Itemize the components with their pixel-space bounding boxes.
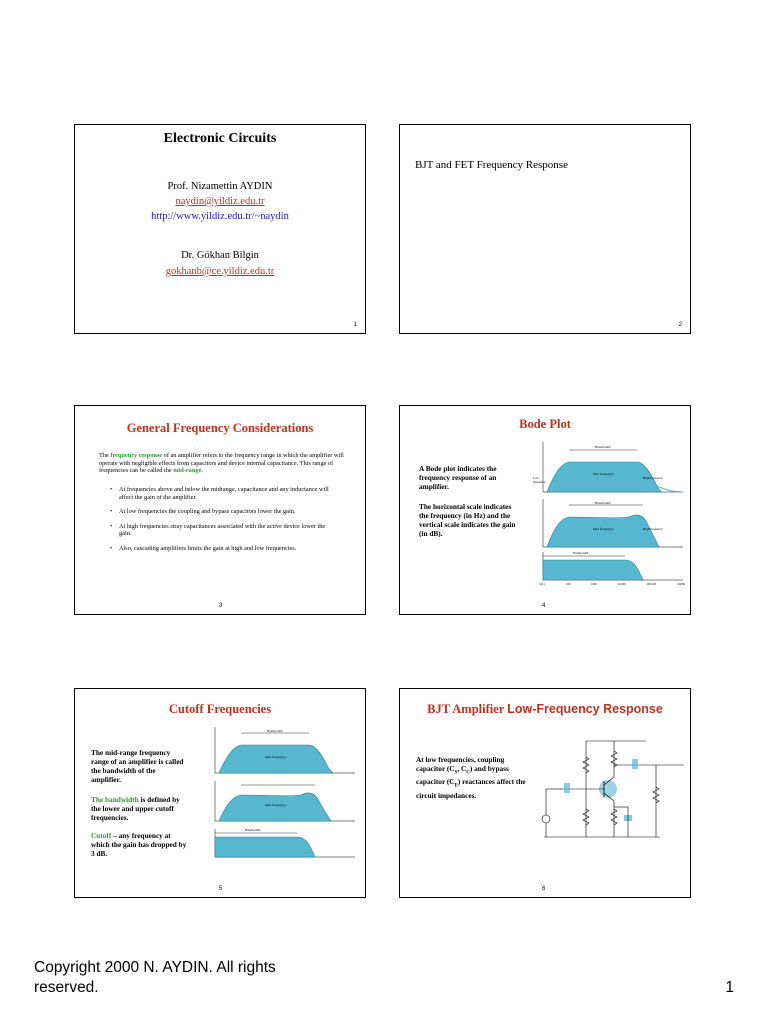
- bjt-amplifier-schematic: [536, 737, 686, 843]
- term-frequency-response: frequency response: [110, 452, 163, 459]
- list-item: • At low frequencies the coupling and bypass capacitors lower the gain.: [119, 508, 337, 516]
- slide-title: Electronic Circuits: [163, 131, 277, 146]
- lowfreq-paragraph: At low frequencies, coupling capacitor ($C_S$, $C_C$) and bypass capacitor $(C_E)$ reactances affect the circuit impedances.: [416, 755, 526, 800]
- bullet-list: [109, 486, 337, 560]
- mid-frequency-label: Mid frequency: [593, 527, 614, 531]
- cutoff-plot-3: [205, 827, 357, 865]
- list-item: • At high frequencies stray capacitances associated with the active device lower the gain.: [119, 523, 337, 538]
- low-frequency-label: Low frequency: [533, 476, 546, 484]
- mid-frequency-label: Mid frequency: [265, 803, 286, 807]
- bode-plot-1: [533, 440, 685, 494]
- cutoff-plot-1: [205, 725, 357, 777]
- bandwidth-label: Bandwidth: [245, 828, 261, 832]
- term-bandwidth: bandwidth: [105, 795, 139, 804]
- bode-paragraph-1: A Bode plot indicates the frequency response of an amplifier.: [419, 464, 497, 491]
- bode-paragraph-2: The horizontal scale indicates the frequency (in Hz) and the vertical scale indicates the gain (in dB).: [419, 502, 516, 538]
- coauthor-name: Dr. Gökhan Bilgin: [181, 250, 259, 261]
- author-homepage-link[interactable]: http://www.yildiz.edu.tr/~naydin: [151, 211, 289, 222]
- cutoff-paragraph-3: Cutoff – any frequency at which the gain has dropped by 3 dB.: [91, 831, 187, 858]
- slide-title: Bode Plot: [519, 417, 571, 431]
- author-name: Prof. Nizamettin AYDIN: [167, 181, 273, 192]
- slide-number: 6: [542, 886, 546, 892]
- slide-2: [399, 124, 691, 334]
- slide-title: General Frequency Considerations: [126, 421, 314, 435]
- cutoff-paragraph-2: The bandwidth is defined by the lower and upper cutoff frequencies.: [91, 795, 180, 822]
- cutoff-plot-2: [205, 779, 357, 825]
- list-item: • Also, cascading amplifiers limits the gain at high and low frequencies.: [119, 545, 337, 553]
- high-frequency-label: High frequency: [643, 476, 663, 480]
- term-cutoff: Cutoff: [91, 831, 112, 840]
- cutoff-paragraph-1: The mid-range frequency range of an amplifier is called the bandwidth of the amplifier.: [91, 748, 184, 784]
- slide-5: [74, 688, 366, 898]
- bode-plot-3: [533, 550, 685, 588]
- bandwidth-label: Bandwidth: [595, 445, 611, 449]
- slide-title: BJT Amplifier Low-Frequency Response: [427, 702, 663, 716]
- slide-4: [399, 405, 691, 615]
- list-item: • At frequencies above and below the midrange, capacitance and any inductance will affect the gain of the amplifier.: [119, 486, 337, 501]
- intro-paragraph: The frequency response of an amplifier refers to the frequency range in which the amplifier will operate with negligible effects from capacitors and device internal capacitance. This range of frequencies can be called the mid-range.: [99, 452, 344, 475]
- mid-frequency-label: Mid frequency: [265, 755, 286, 759]
- term-mid-range: mid-range: [173, 467, 202, 475]
- slide-number: 5: [219, 886, 223, 892]
- slide-number: 1: [353, 322, 357, 328]
- slide-number: 2: [678, 322, 682, 328]
- slide-number: 3: [219, 603, 223, 609]
- slide-3: [74, 405, 366, 615]
- bandwidth-label: Bandwidth: [595, 501, 611, 505]
- page-number: 1: [725, 979, 734, 996]
- bode-plot-2: [533, 497, 685, 549]
- slide-number: 4: [542, 603, 546, 609]
- slide-1: [74, 124, 366, 334]
- slide-6: [399, 688, 691, 898]
- slide-heading: BJT and FET Frequency Response: [415, 159, 568, 171]
- copyright-text: Copyright 2000 N. AYDIN. All rights reserved.: [34, 959, 276, 996]
- slide-title: Cutoff Frequencies: [168, 702, 272, 716]
- bandwidth-label: Bandwidth: [573, 551, 589, 555]
- coauthor-email-link[interactable]: gokhanb@ce.yildiz.edu.tr: [165, 266, 275, 277]
- tick-labels: 0 (f₂) 100 1000 10,000 100,000 1 MHz: [539, 582, 685, 586]
- high-frequency-label: High frequency: [643, 527, 663, 531]
- bandwidth-label: Bandwidth: [267, 729, 283, 733]
- author-email-link[interactable]: naydin@yildiz.edu.tr: [175, 196, 265, 207]
- mid-frequency-label: Mid frequency: [593, 472, 614, 476]
